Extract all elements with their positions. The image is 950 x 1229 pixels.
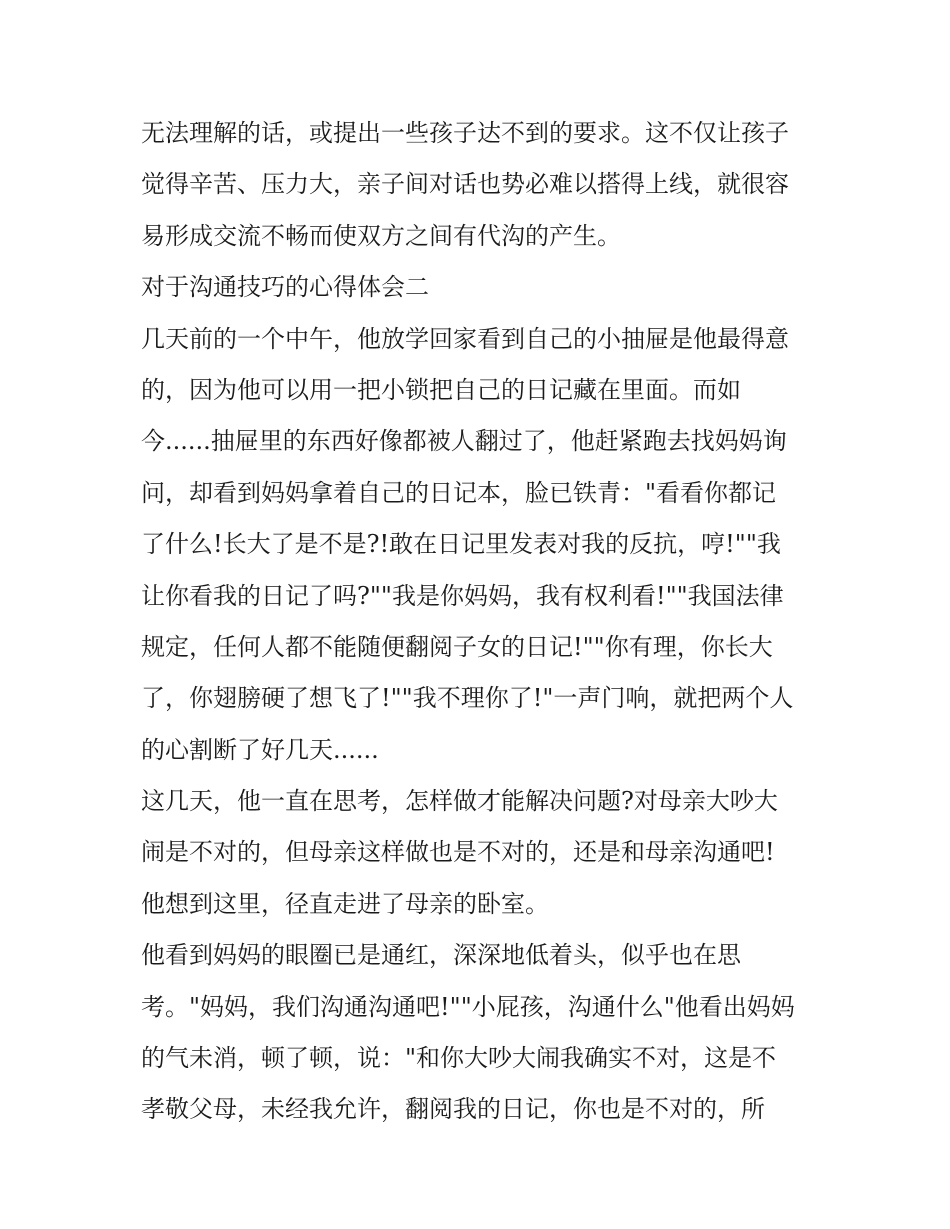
text-line: 规定，任何人都不能随便翻阅子女的日记!""你有理，你长大 [141, 632, 773, 661]
section-heading: 对于沟通技巧的心得体会二 [141, 273, 429, 302]
text-line: 觉得辛苦、压力大，亲子间对话也势必难以搭得上线，就很容 [141, 170, 789, 199]
text-line: 孝敬父母，未经我允许，翻阅我的日记，你也是不对的，所 [141, 1095, 765, 1124]
text-line: 问，却看到妈妈拿着自己的日记本，脸已铁青："看看你都记 [141, 478, 777, 507]
text-line: 他看到妈妈的眼圈已是通红，深深地低着头，似乎也在思 [141, 941, 741, 970]
text-line: 了什么!长大了是不是?!敢在日记里发表对我的反抗，哼!""我 [141, 530, 781, 559]
text-line: 闹是不对的，但母亲这样做也是不对的，还是和母亲沟通吧! [141, 838, 775, 867]
text-line: 让你看我的日记了吗?""我是你妈妈，我有权利看!""我国法律 [141, 581, 784, 610]
text-line: 无法理解的话，或提出一些孩子达不到的要求。这不仅让孩子 [141, 119, 789, 147]
text-line: 了，你翅膀硬了想飞了!""我不理你了!"一声门响，就把两个人 [141, 684, 794, 713]
text-line: 的心割断了好几天...... [141, 735, 379, 764]
text-line: 他想到这里，径直走进了母亲的卧室。 [141, 889, 549, 918]
text-line: 今......抽屉里的东西好像都被人翻过了，他赶紧跑去找妈妈询 [141, 427, 787, 456]
text-line: 考。"妈妈，我们沟通沟通吧!""小屁孩，沟通什么"他看出妈妈 [141, 992, 795, 1021]
text-line: 几天前的一个中午，他放学回家看到自己的小抽屉是他最得意 [141, 324, 789, 353]
text-line: 的，因为他可以用一把小锁把自己的日记藏在里面。而如 [141, 375, 741, 404]
document-body [141, 108, 821, 1136]
text-line: 这几天，他一直在思考，怎样做才能解决问题?对母亲大吵大 [141, 787, 778, 816]
text-line: 易形成交流不畅而使双方之间有代沟的产生。 [141, 221, 621, 250]
text-line: 的气未消，顿了顿，说："和你大吵大闹我确实不对，这是不 [141, 1044, 777, 1073]
